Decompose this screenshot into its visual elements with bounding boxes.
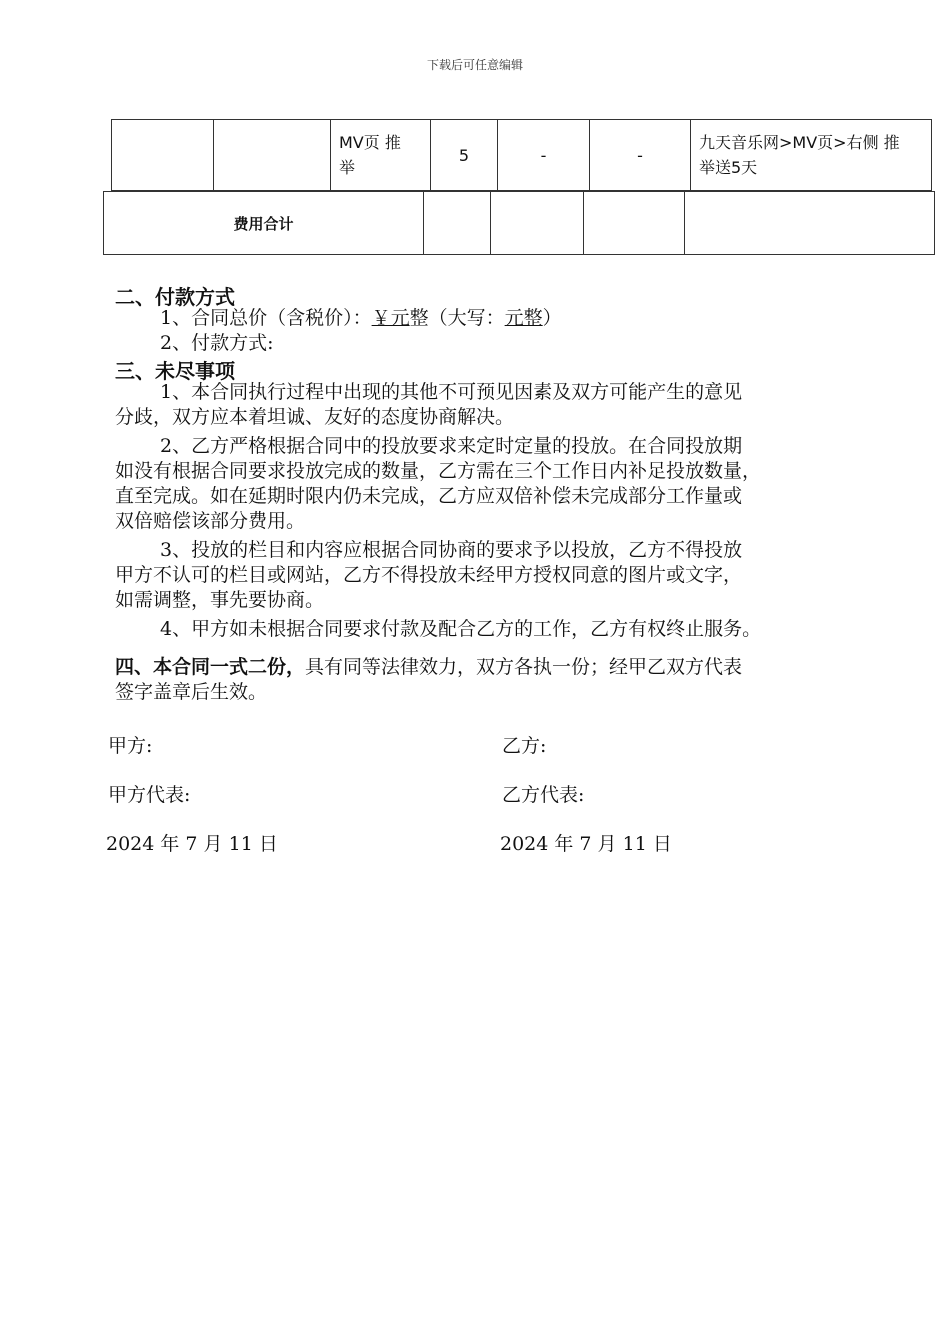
party-a-rep-label: 甲方代表:	[108, 784, 191, 806]
party-b-date: 2024 年 7 月 11 日	[500, 833, 672, 855]
amount-cell: -	[590, 120, 691, 191]
table-row	[112, 120, 932, 191]
party-b-rep-label: 乙方代表:	[502, 784, 585, 806]
total-price-line: 1、合同总价（含税价）：￥元整（大写：元整）	[160, 307, 562, 329]
ad-item-table	[111, 119, 932, 191]
section-3-title: 三、未尽事项	[115, 359, 235, 383]
section-4: 四、本合同一式二份，具有同等法律效力，双方各执一份；经甲乙双方代表 签字盖章后生效。	[115, 656, 743, 703]
table-cell	[424, 192, 491, 255]
table-cell	[112, 120, 214, 191]
party-b-label: 乙方:	[502, 735, 547, 757]
total-label: 费用合计	[104, 192, 424, 255]
price-in-words: 元整	[504, 307, 543, 329]
ad-position-cell: MV页 推 举	[331, 120, 431, 191]
price-cell: -	[498, 120, 590, 191]
remark-cell: 九天音乐网>MV页>右侧 推 举送5天	[691, 120, 932, 191]
page-header: 下载后可任意编辑	[426, 58, 523, 72]
table-cell	[685, 192, 935, 255]
section-2-title: 二、付款方式	[115, 285, 235, 309]
quantity-cell: 5	[431, 120, 498, 191]
party-a-date: 2024 年 7 月 11 日	[106, 833, 278, 855]
price-amount: ￥元	[371, 307, 410, 329]
payment-method-line: 2、付款方式:	[160, 332, 274, 354]
table-cell	[584, 192, 685, 255]
total-table	[103, 191, 935, 255]
section-4-title: 四、本合同一式二份，	[115, 656, 306, 678]
table-cell	[491, 192, 584, 255]
payment-section	[115, 306, 895, 356]
table-row	[104, 192, 935, 255]
misc-section: 1、本合同执行过程中出现的其他不可预见因素及双方可能产生的意见 分歧，双方应本着坦诚、友好的态度协商解决。 2、乙方严格根据合同中的投放要求来定时定量的投放。在合同投放期 如没有根据合同要求投放完成的数量，乙方需在三个工作日内补足投放数量， 直至完成。如在延期时限内仍未完成，乙方应双倍补偿未完成部分工作量或 双倍赔偿该部分费用。 3、投放的栏目和内容应根据合同协商的要求予以投放，乙方不得投放 甲方不认可的栏目或网站，乙方不得投放未经甲方授权同意的图片或文字， 如需调整，事先要协商。 4、甲方如未根据合同要求付款及配合乙方的工作，乙方有权终止服务。	[115, 381, 762, 640]
table-cell	[214, 120, 331, 191]
party-a-label: 甲方:	[108, 735, 153, 757]
